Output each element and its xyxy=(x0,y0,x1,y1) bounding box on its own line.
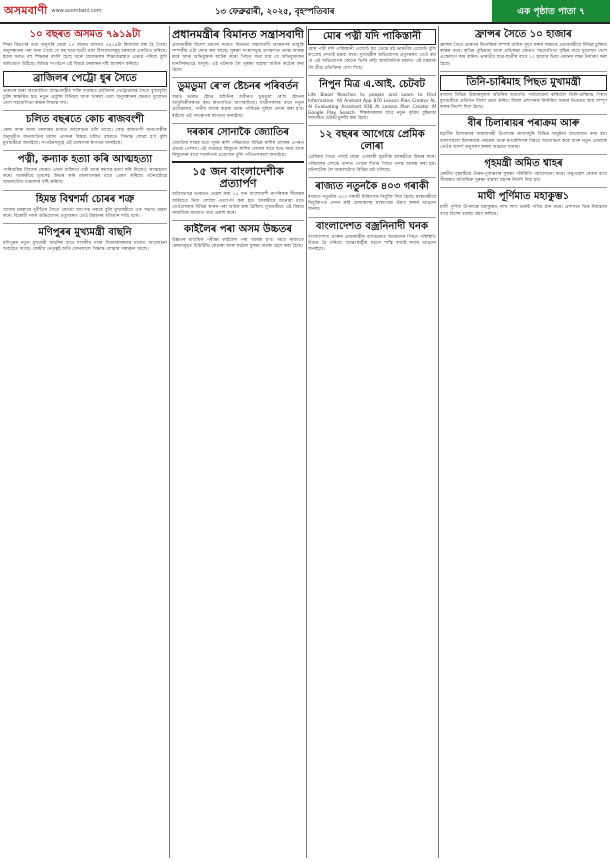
headline: মণিপুৰৰ মুখ্যমন্ত্ৰী বাছনি xyxy=(38,227,132,239)
article-body: শিক্ষা বিভাগৰ তথ্য অনুসৰি যোৱা ১০ বছৰত অসমত ৭৯১৯টা বিদ্যালয় বন্ধ হৈ গৈছে। অনুসন্ধানৰ পৰা জনা গৈছে যে কম ছাত্ৰ-ছাত্ৰী থকা বিদ্যালয়সমূহ চৰকাৰে একত্ৰিত কৰিছে। ইয়াৰ ফলত বহু শিক্ষকৰ বদলি হৈছে আৰু গ্ৰামাঞ্চলৰ শিক্ষাব্যৱস্থাত প্ৰভাৱ পৰিছে বুলি অভিযোগ উঠিছে। বিভিন্ন সংগঠনে এই বিষয়ে চৰকাৰৰ দৃষ্টি আকৰ্ষণ কৰিছে। xyxy=(3,43,167,67)
headline: বীৰ চিলাৰায়ৰ পৰাক্ৰম আৰু xyxy=(467,118,580,130)
headline: হিমন্ত বিশ্বশৰ্মা চোৰৰ শত্ৰু xyxy=(35,193,135,205)
column-2 xyxy=(172,26,304,858)
article-body: ৰাজ্যৰ বিভিন্ন উন্নয়নমূলক আঁচনিৰ অগ্ৰগতি পৰ্যালোচনা কৰিবলৈ তিনি-চাৰিমাহ পিছত মুখ্যমন্ত্ৰীয়ে প্ৰতিখন জিলা ভ্ৰমণ কৰিব। জিলা প্ৰশাসনক নিৰ্ধাৰিত সময়ৰ ভিতৰত কাম সম্পূৰ্ণ কৰাৰ নিৰ্দেশ দিয়া হৈছে। xyxy=(440,92,607,111)
divider xyxy=(3,190,167,191)
article-body: পাৰিবাৰিক বিবাদৰ জেৰত এজন ব্যক্তিয়ে পত্নী আৰু কন্যাক হত্যা কৰি নিজেও আত্মহত্যা কৰে। আৰক্ষীয়ে মৃতদেহ উদ্ধাৰ কৰি ময়নাতদন্তৰ বাবে প্ৰেৰণ কৰিছে। ঘটনাটোৱে অঞ্চলটোত চাঞ্চল্যৰ সৃষ্টি কৰিছে। xyxy=(3,168,167,186)
divider xyxy=(440,71,607,72)
divider xyxy=(308,177,436,178)
issue-date: ১৩ ফেব্ৰুৱাৰী, ২০২৫, বৃহস্পতিবাৰ xyxy=(215,7,335,17)
column-3 xyxy=(308,26,436,858)
headline: ৰাজ্যত নতুনকৈ ৪০৩ গৰাকী xyxy=(315,180,429,192)
divider xyxy=(3,110,167,111)
headline: পত্নী, কন্যাক হত্যা কৰি আত্মহত্যা xyxy=(17,154,153,166)
column-rule xyxy=(438,26,439,858)
divider xyxy=(308,217,436,218)
headline: নিপুন মিত্ৰ এ.আই. চেটবট xyxy=(319,78,425,90)
article-body: ভাৰতৰ দ্বাৰা আয়োজিত আন্তঃৰাষ্ট্ৰীয় শক্তি সপ্তাহত ব্ৰাজিলৰ পেট্ৰোব্ৰাছৰ সৈতে বুজাবুজি চুক্তি স্বাক্ষৰিত হয়। নতুন প্ৰযুক্তি বিনিময় আৰু খাৰুৱা তেল অনুসন্ধানৰ ক্ষেত্ৰত দুয়োখন দেশে সহযোগিতা কৰাৰ সিদ্ধান্ত লয়। xyxy=(3,88,167,107)
page-number-flag: এক পৃষ্ঠাত পাতা ৭ xyxy=(492,0,610,22)
article-body: প্ৰধানমন্ত্ৰীৰ বিদেশ ভ্ৰমণৰ সময়ত বিমানত সন্ত্ৰাসবাদী আক্ৰমণৰ ভাবুকি সম্পৰ্কীয় এটা ফোন কল আহে। সুৰক্ষা সংস্থাসমূহে তৎক্ষণাত তদন্ত আৰম্ভ কৰে আৰু অভিযুক্তক আটক কৰে। পিছত জনা যায় যে অভিযুক্তজন মানসিকভাৱে অসুস্থ। এই ঘটনাক লৈ সুৰক্ষা ব্যৱস্থা অধিক কঠোৰ কৰা হৈছে। xyxy=(172,43,304,73)
divider xyxy=(308,125,436,126)
column-rule xyxy=(306,26,307,858)
headline: দৰকাৰ সোনাকৈ জ্যোতিৰ xyxy=(187,126,289,138)
column-1 xyxy=(3,26,167,858)
divider xyxy=(3,223,167,224)
article-body: কেন্দ্ৰীয় গৃহমন্ত্ৰীয়ে উত্তৰ-পূৰ্বাঞ্চলৰ সুৰক্ষা পৰিস্থিতি পৰ্যালোচনা কৰে। অনুপ্ৰৱেশ ৰোধৰ বাবে সীমান্তত অতিৰিক্ত সুৰক্ষা ব্যৱস্থা গ্ৰহণৰ নিৰ্দেশ দিয়া হয়। xyxy=(440,172,607,184)
article-body: মোৰ পত্নী যদি পাকিস্তানী এজেণ্ট হয় তেন্তে মই ভাৰতীয় এজেণ্ট বুলি কংগ্ৰেছ নেতাই মন্তব্য কৰে। মুখ্যমন্ত্ৰীৰ অভিযোগৰ প্ৰত্যুত্তৰত তেওঁ কয় যে এই অভিযোগৰ কোনো ভিত্তি নাই। ৰাজনৈতিক মহলত এই মন্তব্যক লৈ তীব্ৰ প্ৰতিক্ৰিয়া দেখা দিছে। xyxy=(308,47,436,71)
divider xyxy=(172,220,304,221)
headline: তিনি-চাৰিমাহ পিছত মুখামন্ত্ৰী xyxy=(440,75,607,91)
article-body: ৰাজ্যত নতুনকৈ ৪০৩ গৰাকী চিকিৎসক নিযুক্তি দিয়া হৈছে। স্বাস্থ্যমন্ত্ৰীয়ে নিযুক্তিপত্ৰ প্ৰদান কৰি গ্ৰামাঞ্চলৰ স্বাস্থ্যসেৱা উন্নত কৰাৰ আহ্বান জনায়। xyxy=(308,194,436,213)
article-body: অমৃত ভাৰত ষ্টেচন আঁচনিৰ অধীনত ডুমডুমা ৰে'ল ষ্টেচনৰ আধুনিকীকৰণৰ কাম দ্ৰুতগতিত আগবাঢ়িছে। যাত্ৰীসকলৰ বাবে নতুন প্ৰতীক্ষালয়, পানীয় জলৰ ব্যৱস্থা আৰু পাৰ্কিঙৰ সুবিধা প্ৰদান কৰা হ'ব। ৰাইজে এই পদক্ষেপক স্বাগতম জনাইছে। xyxy=(172,95,304,119)
article-body: আমাৰ চৰকাৰে দুৰ্নীতিৰ সৈতে কোনো আপোচ নকৰে বুলি মুখ্যমন্ত্ৰীয়ে এক সভাত মন্তব্য কৰে। বিৰোধী দলৰ অভিযোগৰ প্ৰত্যুত্তৰত তেওঁ উন্নয়নৰ খতিয়ান দাঙি ধৰে। xyxy=(3,207,167,219)
headline: মোৰ পত্নী যদি পাকিস্তানী xyxy=(308,29,436,45)
article-body: মাঘী পূৰ্ণিমা উপলক্ষে মহাকুম্ভত লাখ লাখ ভক্তই পবিত্ৰ স্নান কৰে। প্ৰশাসনে ভিৰ নিয়ন্ত্ৰণৰ বাবে বিশেষ ব্যৱস্থা গ্ৰহণ কৰিছে। xyxy=(440,205,607,217)
article-body: মণিপুৰৰ নতুন মুখ্যমন্ত্ৰী বাছনিৰ বাবে শাসকীয় দলৰ বিধায়কসকলৰ মাজত আলোচনা অব্যাহত আছে। কেন্দ্ৰীয় নেতৃত্বই অতি সোনকালে সিদ্ধান্ত লোৱাৰ সম্ভাৱনা আছে। xyxy=(3,241,167,253)
divider xyxy=(440,187,607,188)
column-4 xyxy=(440,26,607,858)
headline: চলিত বছৰতে কোচ ৰাজবংশী xyxy=(26,114,144,126)
article-body: কেন্দ্ৰ আৰু ৰাজ্য চৰকাৰৰ মাজত আলোচনা চলি আছে। কোচ ৰাজবংশী জনগোষ্ঠীক অনুসূচীত জনজাতিৰ মৰ্যাদা প্ৰদানৰ বিষয়ে চলিত বছৰতে সিদ্ধান্ত লোৱা হ'ব বুলি মুখ্যমন্ত্ৰীয়ে জনাইছে। সংগঠনসমূহে এই ঘোষণাক স্বাগতম জনাইছে। xyxy=(3,128,167,146)
divider xyxy=(308,75,436,76)
headline: মাঘী পূৰ্ণিমাত মহাকুম্ভ১ xyxy=(477,191,570,203)
article-body: জ্যোতিষ শাস্ত্ৰৰ মতে সূৰ্যৰ ৰাশি পৰিৱৰ্তনে বিভিন্ন ৰাশিৰ লোকৰ ওপৰত প্ৰভাৱ পেলায়। এই সপ্তাহত কিছুমান ৰাশিৰ লোকৰ বাবে শুভ সময় আৰু কিছুমানৰ বাবে সতৰ্কতাৰ প্ৰয়োজন বুলি পণ্ডিতসকলে জনাইছে। xyxy=(172,140,304,159)
headline: কাইলৈৰ পৰা অসম উচ্চতৰ xyxy=(184,224,292,236)
article-body: Life Blood Reaches to people and Learn to Find Information. All Android App 870 Lesson Plan Creator AI, AI Evaluating Assistant 936 AI Lesson Plan Creator AI Google Play Search. শিক্ষকসকলৰ বাবে নতুন কৃত্ৰিম বুদ্ধিমত্তা আধাৰিত চেটবট মুকলি কৰা হৈছে। xyxy=(308,92,436,122)
divider xyxy=(172,123,304,124)
divider xyxy=(440,114,607,115)
article-body: অবৈধভাৱে ভাৰতত প্ৰৱেশ কৰা ১৫ জন বাংলাদেশী নাগৰিকক সীমান্তৰ জৰিয়তে নিজ দেশলৈ প্ৰত্যাৰ্পণ কৰা হয়। আৰক্ষীয়ে জনোৱা মতে তেওঁলোকক বিভিন্ন স্থানৰ পৰা আটক কৰা হৈছিল। মুখ্যমন্ত্ৰীয়ে এই বিষয়ে সামাজিক মাধ্যমত তথ্য প্ৰকাশ কৰে। xyxy=(172,192,304,217)
divider xyxy=(440,154,607,155)
headline: প্ৰধানমন্ত্ৰীৰ বিমানত সন্ত্ৰাসবাদী xyxy=(172,28,304,41)
newspaper-logo: অসমবাণী xyxy=(4,3,48,17)
article-body: মহাবীৰ চিলাৰায়ৰ জন্মজয়ন্তী উপলক্ষে ৰাজ্যজুৰি বিভিন্ন অনুষ্ঠান আয়োজন কৰা হয়। বক্তাসকলে চিলাৰায়ৰ পৰাক্ৰম আৰু ৰণকৌশলৰ বিষয়ে আলোচনা কৰে আৰু নতুন প্ৰজন্মক তেওঁৰ আদৰ্শ অনুসৰণ কৰাৰ আহ্বান জনায়। xyxy=(440,132,607,150)
article-body: বাংলাদেশত প্ৰাক্তন প্ৰধানমন্ত্ৰীৰ বাসভৱনত আক্ৰমণৰ পিছত পৰিস্থিতি উত্তপ্ত হৈ পৰিছে। আন্তঃৰাষ্ট্ৰীয় মহলে শান্তি বজাই ৰখাৰ আহ্বান জনাইছে। xyxy=(308,234,436,252)
headline: ফ্ৰান্সৰ সৈতে ১০ হাজাৰ xyxy=(475,29,572,40)
headline: ১২ বছৰৰ আগেয়ে প্ৰেমিক লোৰা xyxy=(319,129,425,153)
article-body: উচ্চতৰ মাধ্যমিক পৰীক্ষা কাইলৈৰ পৰা আৰম্ভ হ'ব। সমগ্ৰ ৰাজ্যতে কেন্দ্ৰসমূহত চিচিটিভি কেমেৰা আৰু কঠোৰ সুৰক্ষা ব্যৱস্থা গ্ৰহণ কৰা হৈছে। xyxy=(172,238,304,250)
divider xyxy=(3,150,167,151)
headline: ব্ৰাজিলৰ পেট্ৰো ধুৰ সৈতে xyxy=(3,71,167,87)
logo-subtitle: www.asombani.com xyxy=(51,8,102,14)
headline: গৃহমন্ত্ৰী অমিত শ্বাহৰ xyxy=(484,158,563,170)
headline: বাংলাদেশত বজ্ৰনিনাদী ঘনক xyxy=(315,220,429,232)
column-rule xyxy=(169,26,170,858)
divider xyxy=(172,77,304,78)
article-body: প্ৰেমিকৰ সৈতে পলাই যোৱা এগৰাকী যুৱতীক আৰক্ষীয়ে উদ্ধাৰ কৰে। পৰিয়ালৰ লোকে থানাত গোচৰ দিয়াৰ পিছত তদন্ত আৰম্ভ কৰা হয়। ঘটনাটোক লৈ অঞ্চলটোত বিভিন্ন চৰ্চা চলিছে। xyxy=(308,155,436,173)
headline: ডুমডুমা ৰে'ল ষ্টেচনৰ পৰিবৰ্তন xyxy=(177,81,299,93)
headline: ১০ বছৰত অসমত ৭৯১৯টা xyxy=(29,29,141,40)
masthead xyxy=(0,0,610,24)
divider xyxy=(172,161,304,163)
article-body: ফ্ৰান্সৰ সৈতে ভাৰতৰ দ্বিপাক্ষিক সম্পৰ্ক অধিক সুদৃঢ় কৰাৰ লক্ষ্যৰে প্ৰধানমন্ত্ৰীয়ে বিভিন্ন চুক্তিত স্বাক্ষৰ কৰে। কৃত্ৰিম বুদ্ধিমত্তা আৰু প্ৰতিৰক্ষা ক্ষেত্ৰত সহযোগিতা বৃদ্ধিৰ বাবে দুয়োখন দেশে একেলগে কাম কৰিব। ভাৰতীয় ছাত্ৰ-ছাত্ৰীৰ বাবে ১০ হাজাৰ ভিছা প্ৰদানৰ লক্ষ্য নিৰ্ধাৰণ কৰা হৈছে। xyxy=(440,43,607,67)
headline: ১৫ জন বাংলাদেশীক প্ৰত্যাৰ্পণ xyxy=(192,165,284,191)
